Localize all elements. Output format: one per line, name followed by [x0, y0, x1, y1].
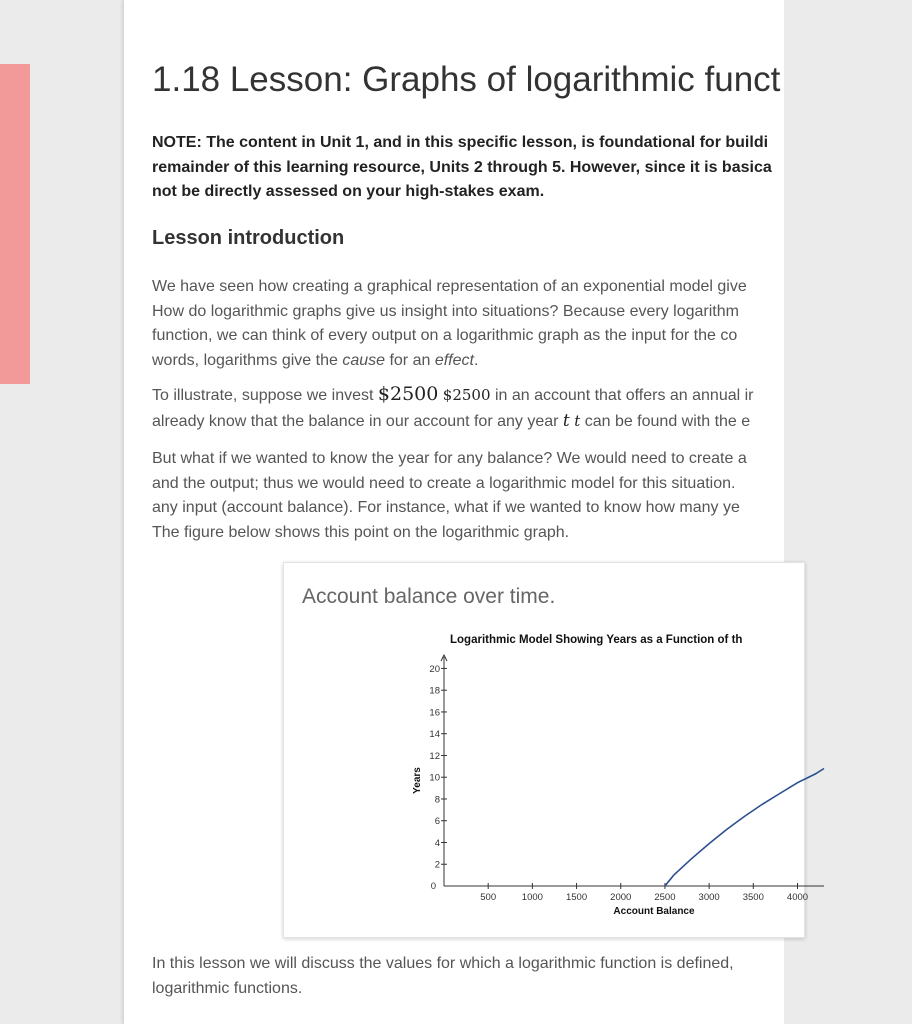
intro-paragraph-4: [152, 952, 734, 1001]
para-line: [152, 382, 754, 409]
text-run: in an account that offers an annual ir: [490, 387, 754, 404]
y-tick-label: 12: [429, 750, 440, 762]
math-var-t-alt: t: [574, 411, 581, 430]
origin-label: 0: [430, 881, 436, 892]
para-line: But what if we wanted to know the year for any balance? We would need to create a: [152, 450, 747, 467]
para-line: We have seen how creating a graphical representation of an exponential model give: [152, 278, 747, 295]
banner-line: [0, 248, 72, 271]
y-tick-label: 16: [429, 707, 440, 719]
section-heading: Lesson introduction: [152, 227, 345, 249]
y-tick-label: 8: [434, 794, 440, 806]
lesson-note: [152, 131, 912, 205]
y-tick-label: 20: [429, 663, 440, 675]
para-line: The figure below shows this point on the logarithmic graph.: [152, 523, 570, 541]
text-run: words, logarithms give the: [152, 351, 343, 369]
lesson-panel: [124, 0, 809, 1024]
para-line: logarithmic functions.: [152, 979, 303, 997]
banner-line: [0, 158, 72, 181]
text-run: To illustrate, suppose we invest: [152, 387, 378, 404]
effect-emphasis: effect: [434, 351, 474, 369]
math-amount: $2500: [377, 383, 439, 405]
banner-line: [0, 271, 72, 294]
banner-line: [0, 91, 72, 114]
banner-text: [0, 68, 72, 361]
para-line: and the output; thus we would need to create a logarithmic model for this situation.: [152, 474, 736, 492]
x-tick-label: 1000: [521, 892, 543, 903]
para-line: function, we can think of every output on a logarithmic graph as the input for the co: [152, 327, 738, 344]
y-tick-label: 14: [429, 729, 440, 741]
text-run: can be found with the e: [580, 412, 751, 430]
figure-card: [283, 562, 809, 938]
page-title: 1.18 Lesson: Graphs of logarithmic funct: [152, 60, 781, 99]
x-tick-label: 500: [480, 892, 497, 903]
x-tick-label: 2500: [654, 892, 676, 903]
banner-line: [0, 113, 72, 136]
math-amount-alt: $2500: [442, 386, 491, 404]
para-line: How do logarithmic graphs give us insight into situations? Because every logarithm: [152, 302, 739, 320]
para-line: [152, 349, 747, 374]
x-tick-label: 3000: [698, 892, 720, 903]
text-run: for an: [385, 351, 435, 369]
x-tick-label: 1500: [565, 892, 588, 903]
y-tick-label: 18: [429, 685, 440, 697]
intro-paragraph-2: [152, 382, 754, 434]
cause-emphasis: cause: [342, 351, 386, 369]
banner-line: [0, 136, 72, 159]
note-line: not be directly assessed on your high-stakes exam.: [152, 183, 545, 200]
banner-line: [0, 181, 72, 204]
banner-link-line[interactable]: [0, 203, 72, 226]
intro-paragraph-3: [152, 447, 747, 545]
y-tick-label: 6: [434, 816, 440, 828]
banner-line: [0, 338, 72, 361]
x-tick-label: 2000: [610, 892, 632, 903]
note-line: remainder of this learning resource, Units 2 through 5. However, since it is basica: [152, 158, 772, 176]
y-tick-label: 4: [434, 837, 440, 849]
para-line: any input (account balance). For instance, what if we wanted to know how many ye: [152, 499, 740, 516]
banner-line: [0, 68, 72, 91]
unsupported-browser-banner: [0, 64, 30, 384]
series-line-years: [665, 769, 824, 887]
x-tick-label: 4000: [786, 892, 809, 903]
y-tick-label: 2: [434, 859, 440, 871]
y-tick-label: 10: [429, 772, 440, 784]
x-axis-label: Account Balance: [613, 906, 695, 917]
para-line: [152, 409, 754, 435]
banner-line: [0, 316, 72, 339]
math-var-t: t: [562, 410, 570, 431]
chart-title: Logarithmic Model Showing Years as a Function of th: [450, 634, 743, 646]
note-line: NOTE: The content in Unit 1, and in this specific lesson, is foundational for buildi: [152, 134, 769, 151]
x-tick-label: 3500: [742, 892, 764, 903]
intro-paragraph-1: [152, 275, 747, 373]
banner-line: [0, 293, 72, 316]
y-axis-label: Years: [412, 767, 423, 794]
banner-link-line[interactable]: [0, 226, 72, 249]
para-line: In this lesson we will discuss the values for which a logarithmic function is defined,: [152, 955, 734, 972]
figure-caption: Account balance over time.: [302, 585, 556, 608]
text-run: .: [473, 351, 479, 369]
text-run: already know that the balance in our account for any year: [152, 412, 563, 430]
log-chart: [284, 563, 809, 937]
